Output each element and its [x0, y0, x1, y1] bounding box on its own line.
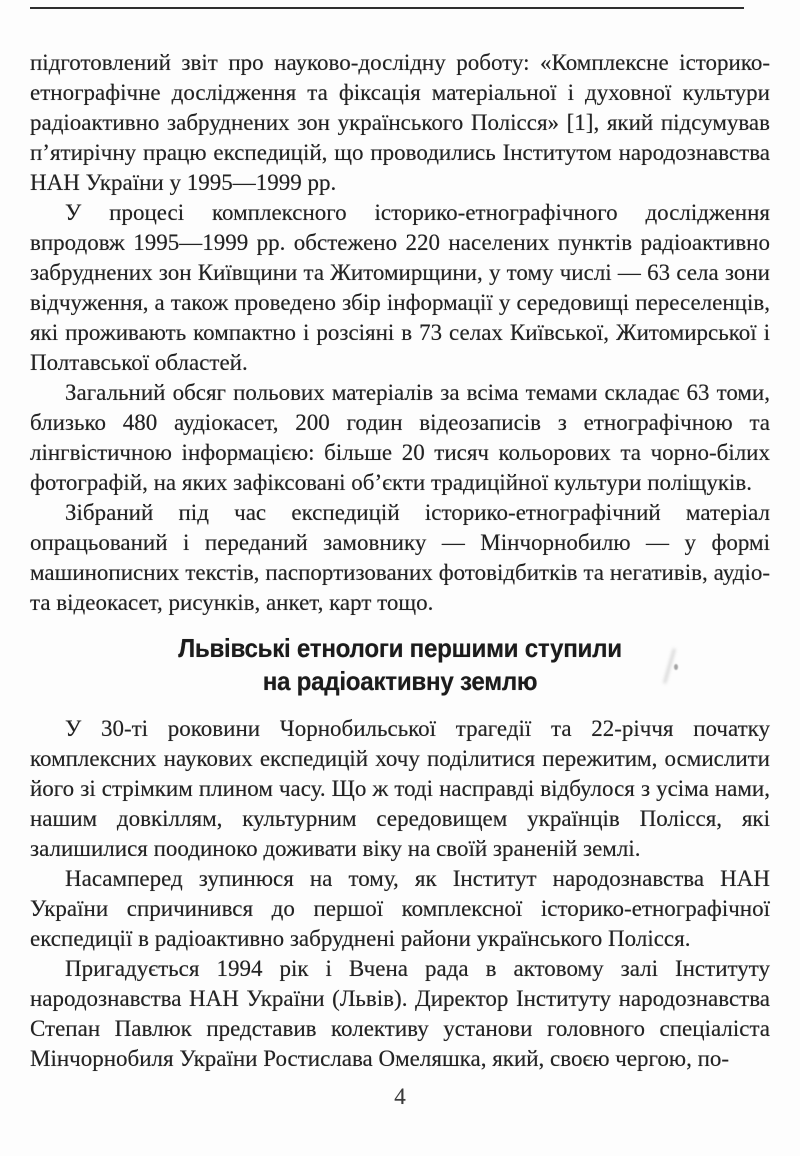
- paragraph-materials-volume: Загальний обсяг польових матеріалів за всіма темами складає 63 томи, близько 480 аудіокасет, 200 годин відеозаписів з етнографічною та лінгвістичною інформацією: більше 20 тисяч кольорових та чорно-білих фотографій, на яких зафіксовані об’єкти традиційної культури поліщуків.: [30, 380, 770, 495]
- paragraph-institute-role: Насамперед зупинюся на тому, як Інститут народознавства НАН України спричинився до першої комплексної історико-етнографічної експедиції в радіоактивно забруднені райони українського Полісся.: [30, 866, 770, 951]
- section-heading-line-2: на радіоактивну землю: [262, 666, 538, 696]
- paragraph-survey-scope: У процесі комплексного історико-етнографічного дослідження впродовж 1995—1999 рр. обстежено 220 населених пунктів радіоактивно забруднених зон Київщини та Житомирщини, у тому числі — 63 села зони відчуження, а також проведено збір інформації у середовищі переселенців, які проживають компактно і розсіяні в 73 селах Київської, Житомирської і Полтавської областей.: [30, 200, 770, 375]
- paragraph-materials-transfer: Зібраний під час експедицій історико-етнографічний матеріал опрацьований і переданий замовнику — Мінчорнобилю — у формі машинописних текстів, паспортизованих фотовідбитків та негативів, аудіо- та відеокасет, рисунків, анкет, карт тощо.: [30, 500, 770, 615]
- scan-artifact-top-rule: [30, 7, 744, 9]
- page-text-block: [30, 48, 770, 1112]
- paragraph-anniversary-reflection: У 30-ті роковини Чорнобильської трагедії та 22-річчя початку комплексних наукових експедицій хочу поділитися пережитим, осмислити його зі стрімким плином часу. Що ж тоді насправді відбулося з усіма нами, нашим довкіллям, культурним середовищем українців Полісся, які залишилися поодиноко доживати віку на своїй зраненій землі.: [30, 716, 770, 861]
- page-number: 4: [394, 1084, 406, 1109]
- section-heading-line-1: Львівські етнологи першими ступили: [178, 633, 622, 663]
- section-heading: [30, 632, 770, 698]
- paragraph-report-title: підготовлений звіт про науково-дослідну роботу: «Комплексне історико-етнографічне дослідження та фіксація матеріальної і духовної культури радіоактивно забруднених зон українського Полісся» [1], який підсумував п’ятирічну працю експедицій, що проводились Інститутом народознавства НАН України у 1995—1999 рр.: [30, 50, 770, 195]
- paragraph-1994-meeting: Пригадується 1994 рік і Вчена рада в актовому залі Інституту народознавства НАН України (Львів). Директор Інституту народознавства Степан Павлюк представив колективу установи головного спеціаліста Мінчорнобиля України Ростислава Омеляшка, який, своєю чергою, по-: [30, 956, 770, 1071]
